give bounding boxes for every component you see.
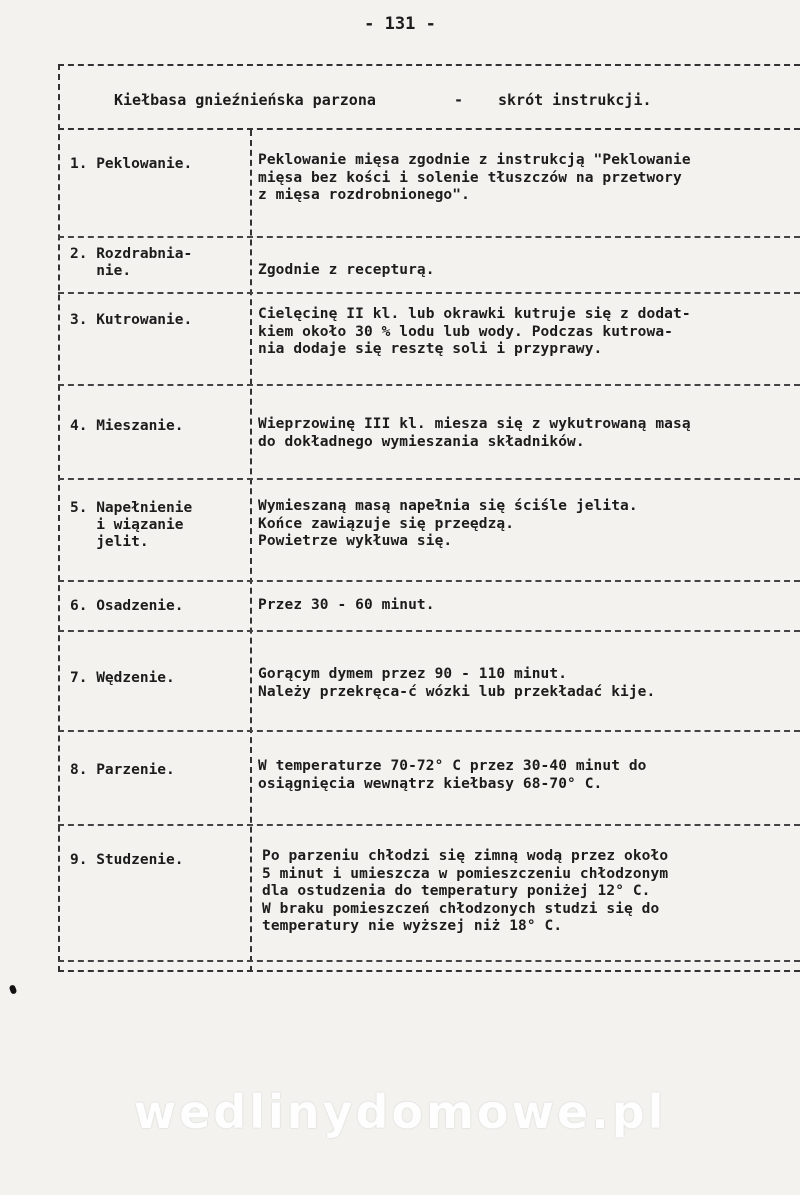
step-label: 4. Mieszanie. [70,418,184,434]
step-description: Cielęcinę II kl. lub okrawki kutruje się z dodat- kiem około 30 % lodu lub wody. Podczas kutrowa- nia dodaje się resztę soli i przyprawy. [258,306,691,357]
table-title [58,64,800,130]
watermark: wedlinydomowe.pl [133,1085,667,1139]
page-number: - 131 - [364,14,436,34]
step-label: 5. Napełnienie i wiązanie jelit. [70,500,193,550]
step-description: W temperaturze 70-72° C przez 30-40 minut do osiągnięcia wewnątrz kiełbasy 68-70° C. [258,758,647,792]
table-row [58,130,800,238]
table-row [58,294,800,386]
step-label: 6. Osadzenie. [70,598,184,614]
step-label: 8. Parzenie. [70,762,175,778]
step-description: Wymieszaną masą napełnia się ściśle jelita. Końce zawiązuje się przeędzą. Powietrze wykłuwa się. [258,498,638,549]
table-row [58,386,800,480]
title-product: Kiełbasa gnieźnieńska parzona [114,91,376,109]
step-description: Wieprzowinę III kl. miesza się z wykutrowaną masą do dokładnego wymieszania składników. [258,416,691,450]
table-row [58,238,800,294]
step-description: Gorącym dymem przez 90 - 110 minut. Należy przekręca-ć wózki lub przekładać kije. [258,666,656,700]
step-label: 2. Rozdrabnia- nie. [70,246,193,279]
table-row [58,582,800,632]
step-description: Zgodnie z recepturą. [258,262,435,278]
step-description: Peklowanie mięsa zgodnie z instrukcją "Peklowanie mięsa bez kości i solenie tłuszczów na przetwory z mięsa rozdrobnionego". [258,152,691,203]
step-label: 7. Wędzenie. [70,670,175,686]
step-description: Po parzeniu chłodzi się zimną wodą przez około 5 minut i umieszcza w pomieszczeniu chłodzonym dla ostudzenia do temperatury poniżej 12° C. W braku pomieszczeń chłodzonych studzi się do temperatury nie wyższej niż 18° C. [262,848,669,934]
step-label: 9. Studzenie. [70,852,184,868]
step-label: 1. Peklowanie. [70,156,193,172]
ink-blot [9,984,18,995]
step-label: 3. Kutrowanie. [70,312,193,328]
title-separator: - [454,91,464,109]
step-description: Przez 30 - 60 minut. [258,597,435,613]
table-row [58,732,800,826]
title-subtitle: skrót instrukcji. [498,91,652,109]
table-row [58,826,800,962]
table-row [58,480,800,582]
table-row [58,632,800,732]
